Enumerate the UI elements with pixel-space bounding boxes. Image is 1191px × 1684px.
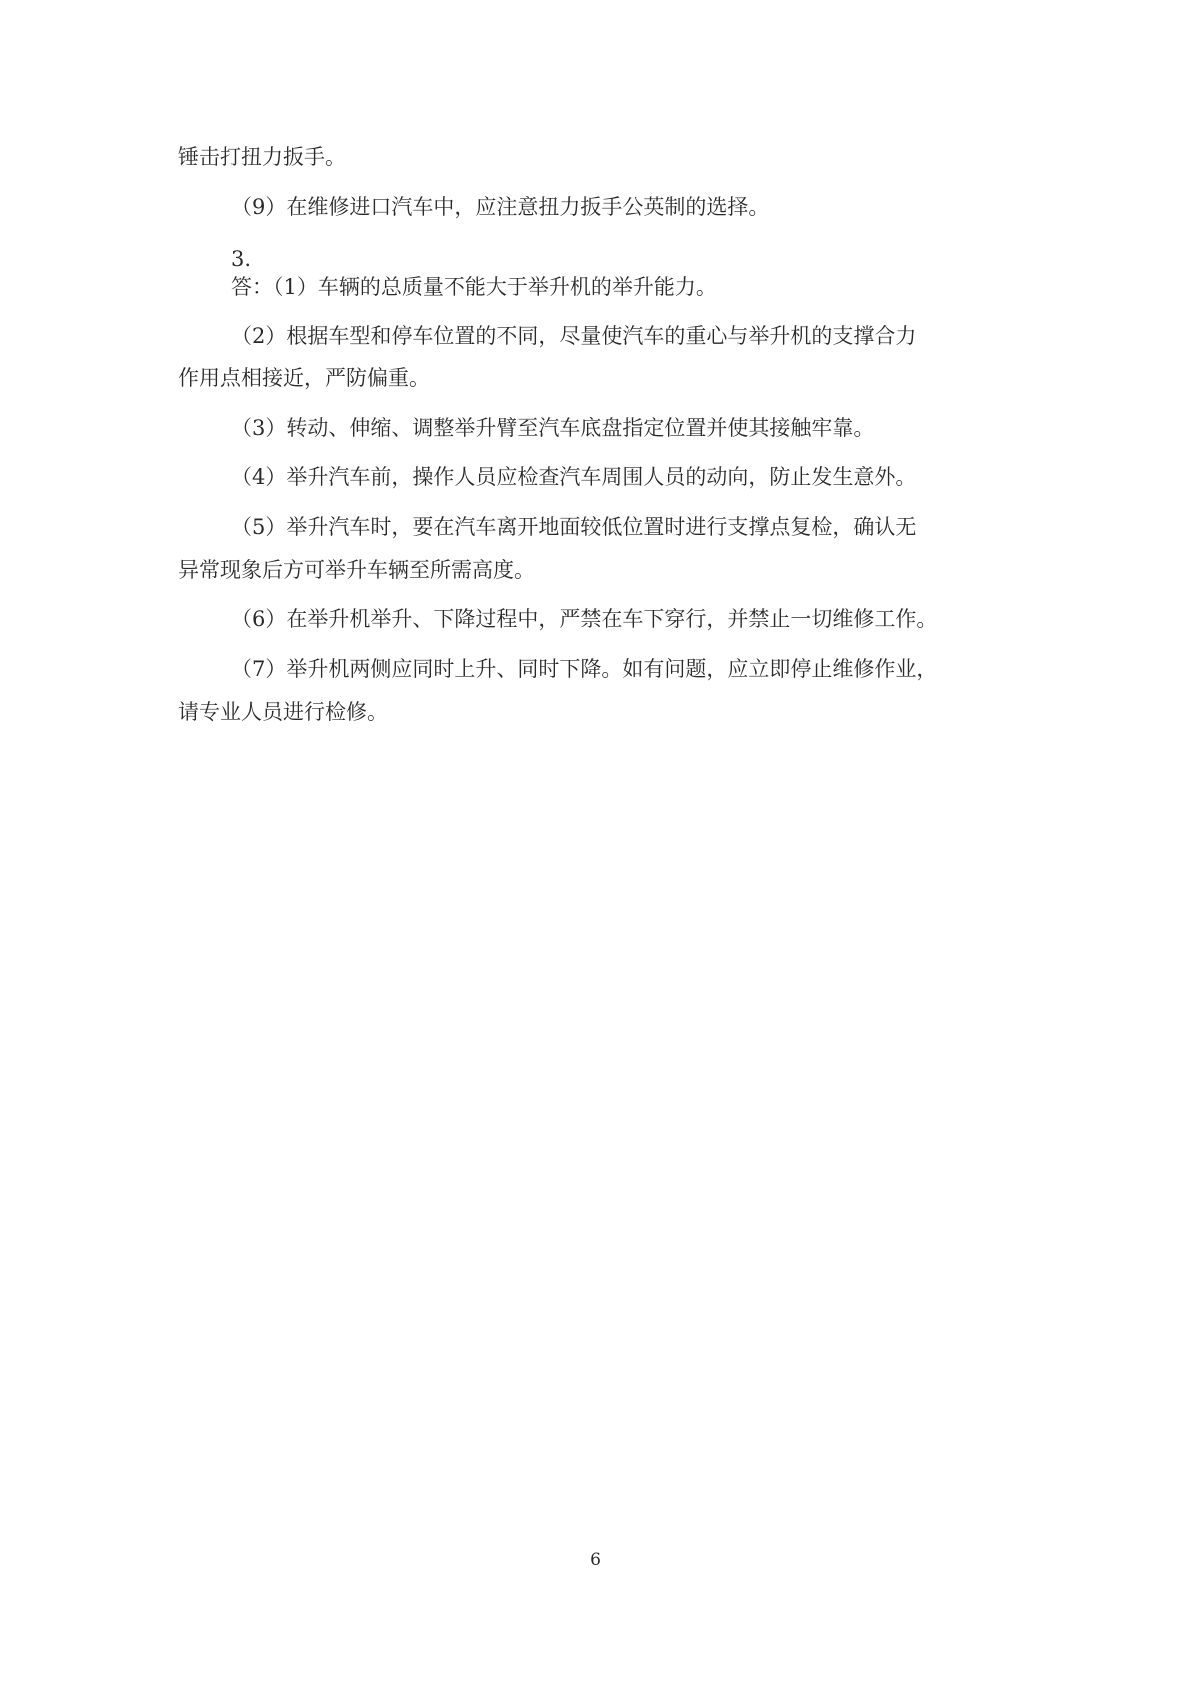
answer-item-4: （4）举升汽车前，操作人员应检查汽车周围人员的动向，防止发生意外。: [231, 465, 917, 489]
answer-item-7: （7）举升机两侧应同时上升、同时下降。如有问题，应立即停止维修作业，: [231, 657, 938, 681]
text-line-item-9: （9）在维修进口汽车中，应注意扭力扳手公英制的选择。: [231, 195, 770, 219]
answer-item-3: （3）转动、伸缩、调整举升臂至汽车底盘指定位置并使其接触牢靠。: [231, 416, 875, 440]
answer-item-5-continuation: 异常现象后方可举升车辆至所需高度。: [178, 558, 535, 582]
answer-item-2: （2）根据车型和停车位置的不同，尽量使汽车的重心与举升机的支撑合力: [231, 324, 917, 348]
answer-item-1: 答：（1）车辆的总质量不能大于举升机的举升能力。: [231, 275, 717, 299]
page-number: 6: [590, 1550, 601, 1570]
answer-item-5: （5）举升汽车时，要在汽车离开地面较低位置时进行支撑点复检，确认无: [231, 515, 917, 539]
text-line-hammer-wrench: 锤击打扭力扳手。: [178, 145, 346, 169]
answer-item-7-continuation: 请专业人员进行检修。: [178, 700, 388, 724]
answer-item-2-continuation: 作用点相接近，严防偏重。: [178, 366, 430, 390]
answer-item-6: （6）在举升机举升、下降过程中，严禁在车下穿行，并禁止一切维修工作。: [231, 607, 938, 631]
question-number-3: 3.: [231, 247, 252, 271]
